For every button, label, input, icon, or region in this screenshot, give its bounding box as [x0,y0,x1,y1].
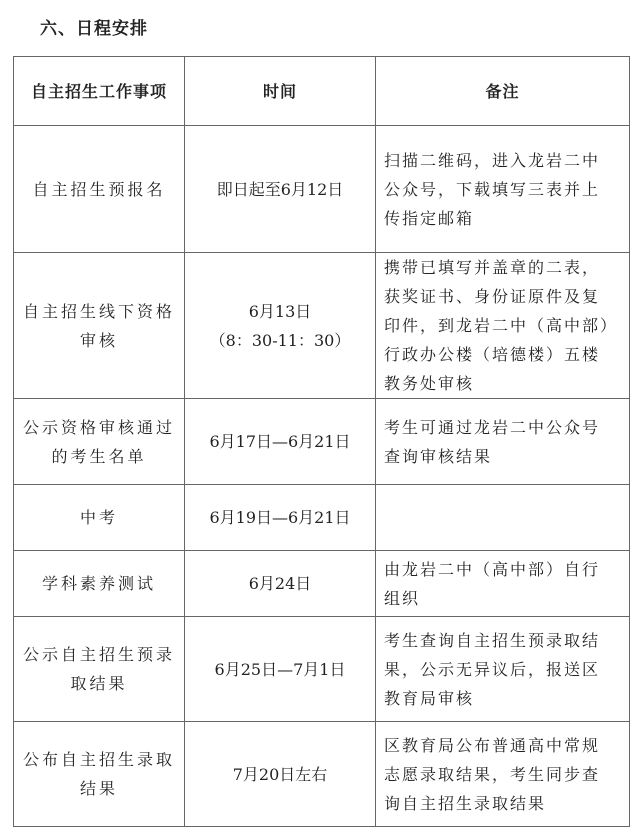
item-cell-line: 自主招生预报名 [32,179,166,199]
note-cell-line: 传指定邮箱 [384,208,475,228]
time-cell-line: 7月20日左右 [232,764,328,784]
note-cell-line: 考生查询自主招生预录取结 [384,630,601,650]
time-cell [185,551,376,617]
table-header-row [14,57,630,126]
time-cell-line: 6月19日—6月21日 [209,508,351,527]
note-cell [376,617,630,722]
time-cell [185,617,376,722]
column-header-time: 时间 [185,57,376,126]
note-cell [376,399,630,485]
item-cell [14,551,185,617]
note-cell-line: 获奖证书、身份证原件及复 [384,287,601,306]
table-row [14,551,630,617]
section-heading: 六、日程安排 [40,19,148,39]
note-cell [376,485,630,551]
time-cell-line: （8：30-11：30） [209,330,351,350]
note-cell-line: 教育局审核 [384,688,475,708]
item-cell-line: 自主招生线下资格 [22,301,175,321]
time-cell [185,485,376,551]
item-cell [14,126,185,253]
note-cell-line: 教务处审核 [384,374,475,393]
item-cell-line: 结果 [79,779,118,798]
time-cell-line: 6月17日—6月21日 [209,432,351,451]
table-row [14,399,630,485]
note-cell [376,551,630,617]
note-cell-line: 查询审核结果 [384,446,493,466]
note-cell-line: 果，公示无异议后，报送区 [384,659,601,679]
item-cell-line: 公示自主招生预录 [22,645,175,664]
item-cell [14,399,185,485]
note-cell-line: 携带已填写并盖章的二表， [384,258,601,277]
item-cell-line: 公示资格审核通过 [22,417,175,437]
item-cell-line: 审核 [79,330,118,350]
table-row [14,253,630,399]
note-cell-line: 行政办公楼（培德楼）五楼 [384,345,601,364]
note-cell-line: 询自主招生录取结果 [384,793,547,813]
note-cell-line: 印件，到龙岩二中（高中部） [384,316,619,335]
time-cell [185,126,376,253]
item-cell [14,485,185,551]
time-cell-line: 6月25日—7月1日 [214,659,346,679]
column-header-note: 备注 [376,57,630,126]
note-cell-line: 扫描二维码，进入龙岩二中 [384,150,601,170]
table-row [14,617,630,722]
item-cell-line: 的考生名单 [51,446,147,466]
table-row [14,126,630,253]
time-cell [185,253,376,399]
note-cell-line: 考生可通过龙岩二中公众号 [384,417,601,437]
time-cell [185,722,376,827]
time-cell-line: 6月13日 [248,301,312,321]
table-row [14,485,630,551]
item-cell [14,617,185,722]
column-header-item: 自主招生工作事项 [14,57,185,126]
note-cell [376,253,630,399]
time-cell-line: 6月24日 [248,574,312,593]
item-cell-line: 取结果 [70,674,128,693]
note-cell-line: 由龙岩二中（高中部）自行 [384,559,601,579]
note-cell [376,126,630,253]
note-cell [376,722,630,827]
note-cell-line: 组织 [384,588,421,608]
item-cell [14,722,185,827]
item-cell-line: 学科素养测试 [41,574,156,593]
item-cell-line: 公布自主招生录取 [22,750,175,769]
item-cell [14,253,185,399]
note-cell-line: 公众号，下载填写三表并上 [384,179,601,199]
item-cell-line: 中考 [79,508,118,527]
time-cell [185,399,376,485]
note-cell-line: 区教育局公布普通高中常规 [384,735,601,755]
note-cell-line: 志愿录取结果，考生同步查 [384,764,601,784]
time-cell-line: 即日起至6月12日 [216,179,344,199]
schedule-table [13,56,630,827]
table-row [14,722,630,827]
